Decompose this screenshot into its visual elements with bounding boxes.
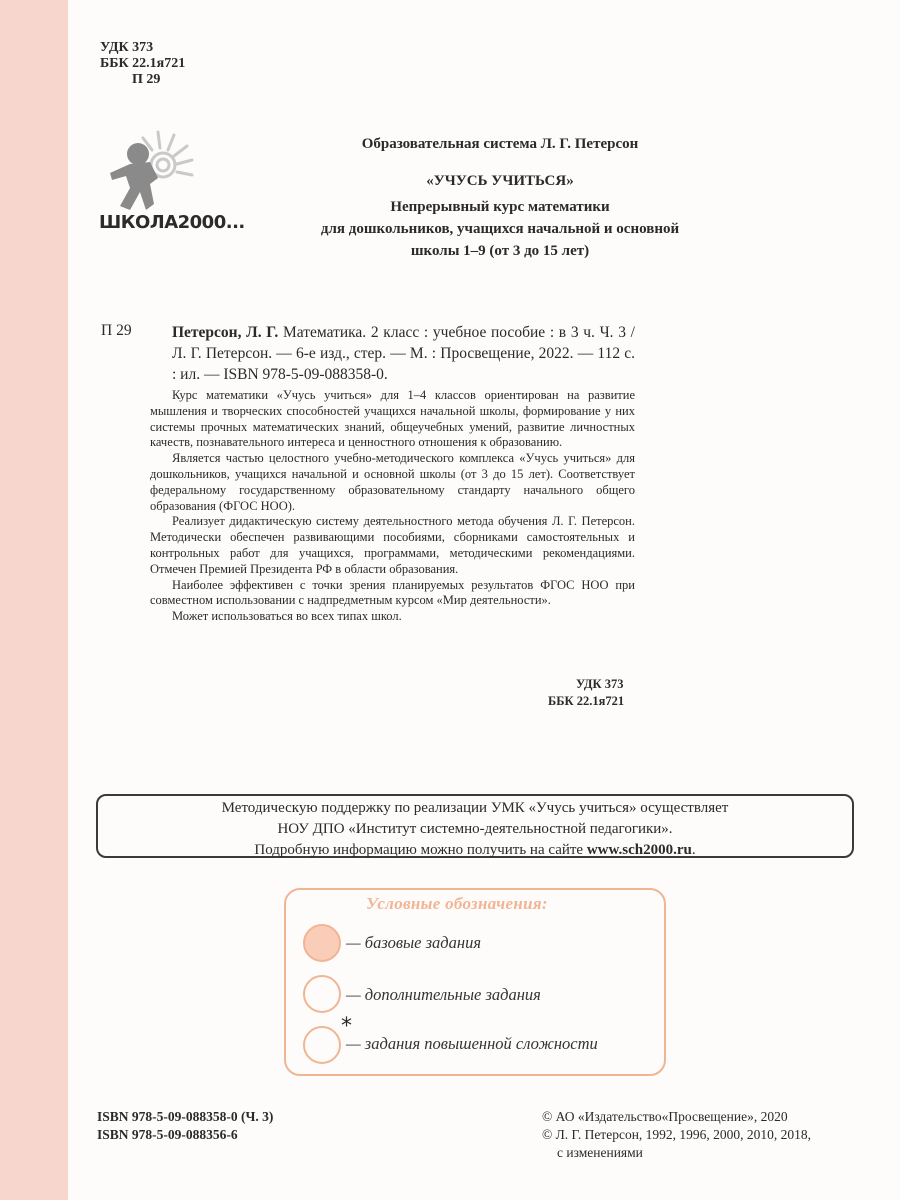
page-edge (0, 0, 68, 1200)
logo-text: ШКОЛА2000... (99, 212, 245, 233)
support-line: НОУ ДПО «Институт системно-деятельностной педагогики». (277, 821, 673, 837)
star-icon: * (341, 1014, 352, 1039)
author-name: Петерсон, Л. Г. (172, 324, 279, 341)
course-title: «УЧУСЬ УЧИТЬСЯ» (426, 173, 574, 189)
annotation-paragraph: Курс математики «Учусь учиться» для 1–4 классов ориентирован на развитие мышления и творческих способностей учащихся начальной школы, формирование у них системы прочных математических знаний, общеучебных умений, развитие личностных качеств, познавательного интереса и ценностного отношения к образованию. (150, 388, 635, 450)
legend-item-basic: — базовые задания (346, 933, 481, 952)
annotation-paragraph: Реализует дидактическую систему деятельностного метода обучения Л. Г. Петерсон. Методически обеспечен развивающими пособиями, сборниками самостоятельных и контрольных работ для учащихся, программами, методическими рекомендациями. Отмечен Премией Президента РФ в области образования. (150, 514, 635, 576)
udk-code: УДК 373 (576, 677, 624, 691)
annotation-paragraph: Наиболее эффективен с точки зрения планируемых результатов ФГОС НОО при совместном использовании с надпредметным курсом «Мир деятельности». (150, 577, 635, 608)
circle-icon (303, 1026, 341, 1064)
annotation (150, 388, 635, 625)
bbk-code: ББК 22.1я721 (100, 56, 186, 71)
copyright-line: © АО «Издательство«Просвещение», 2020 (542, 1109, 788, 1124)
website-link[interactable]: www.sch2000.ru (586, 842, 692, 858)
isbn-block (97, 1108, 273, 1144)
record-text: Математика. 2 класс : учебное пособие : в 3 ч. Ч. 3 / Л. Г. Петерсон. — 6-е изд., стер. — М. : Просвещение, 2022. — 112 с. : ил. — ISBN 978-5-09-088358-0. (172, 324, 635, 383)
copyright-line: © Л. Г. Петерсон, 1992, 1996, 2000, 2010, 2018, (542, 1127, 812, 1142)
classification-codes (100, 40, 185, 88)
copyright-line: с изменениями (557, 1145, 643, 1160)
legend-title: Условные обозначения: (366, 894, 548, 913)
course-subtitle: Непрерывный курс математики для дошкольников, учащихся начальной и основной школы 1–9 (от 3 до 15 лет) (320, 199, 680, 259)
legend-item-advanced: — задания повышенной сложности (346, 1034, 598, 1053)
annotation-paragraph: Может использоваться во всех типах школ. (172, 609, 402, 624)
isbn-line: ISBN 978-5-09-088358-0 (Ч. 3) (97, 1109, 274, 1124)
bibliography-code: П 29 (101, 322, 132, 339)
support-line: Методическую поддержку по реализации УМК «Учусь учиться» осуществляет (221, 800, 729, 816)
copyright-block (542, 1108, 811, 1162)
legend-item-additional: — дополнительные задания (346, 985, 541, 1004)
author-mark: П 29 (132, 72, 161, 87)
support-box (96, 794, 854, 858)
index-codes (548, 676, 624, 710)
bbk-code: ББК 22.1я721 (548, 694, 625, 708)
bibliographic-record (172, 322, 635, 385)
filled-circle-icon (303, 924, 341, 962)
support-line: Подробную информацию можно получить на сайте www.sch2000.ru. (254, 842, 696, 858)
udk-code: УДК 373 (100, 40, 154, 55)
system-title: Образовательная система Л. Г. Петерсон (361, 136, 639, 152)
circle-icon (303, 975, 341, 1013)
isbn-line: ISBN 978-5-09-088356-6 (97, 1127, 238, 1142)
annotation-paragraph: Является частью целостного учебно-методического комплекса «Учусь учиться» для дошкольников, учащихся начальной и основной школы (от 3 до 15 лет). Соответствует федеральному государственному образовательному стандарту начального общего образования (ФГОС НОО). (150, 451, 635, 513)
